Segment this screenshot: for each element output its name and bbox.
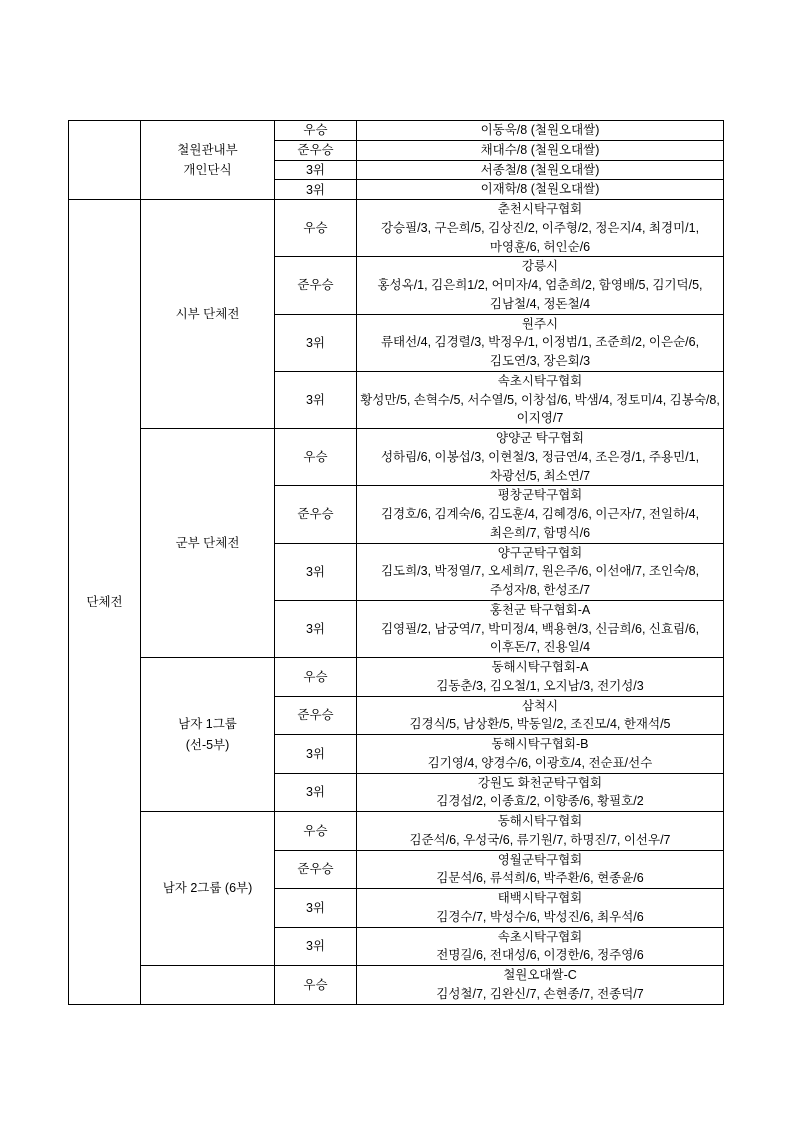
team-name: 홍천군 탁구협회-A — [489, 602, 591, 617]
team-name: 동해시탁구협회 — [497, 814, 583, 828]
team-members: 홍성옥/1, 김은희1/2, 어미자/4, 엄춘희/2, 함영배/5, 김기덕/5, 김남철/4, 정돈철/4 — [377, 278, 703, 311]
team-members: 김경수/7, 박성수/6, 박성진/6, 최우석/6 — [436, 909, 644, 924]
team-name: 영월군탁구협회 — [497, 852, 583, 867]
rank-cell: 3위 — [275, 773, 357, 812]
team-members: 이재학/8 (철원오대쌀) — [480, 182, 600, 197]
team-members: 김경호/6, 김계숙/6, 김도훈/4, 김혜경/6, 이근자/7, 전일하/4, 최은희/7, 함명식/6 — [380, 507, 700, 540]
team-members: 강승필/3, 구은희/5, 김상진/2, 이주형/2, 정은지/4, 최경미/1, 마영훈/6, 허인순/6 — [380, 220, 700, 254]
rank-cell: 3위 — [275, 543, 357, 600]
rank-cell: 우승 — [275, 121, 357, 141]
table-row — [69, 658, 724, 697]
event-cell — [141, 658, 275, 812]
team-name: 삼척시 — [521, 698, 559, 713]
rank-cell: 3위 — [275, 371, 357, 428]
rank-cell: 우승 — [275, 966, 357, 1005]
event-label-line1: 철원관내부 — [177, 142, 238, 157]
team-members: 김준석/6, 우성국/6, 류기원/7, 하명진/7, 이선우/7 — [409, 832, 671, 847]
rank-cell: 준우승 — [275, 696, 357, 735]
team-cell — [357, 160, 724, 180]
team-cell — [357, 696, 724, 735]
team-name: 평창군탁구협회 — [497, 488, 583, 503]
team-name: 원주시 — [521, 316, 559, 331]
team-name: 양양군 탁구협회 — [496, 431, 584, 445]
team-cell — [357, 257, 724, 314]
rank-cell: 3위 — [275, 735, 357, 774]
table-row — [69, 200, 724, 257]
team-cell — [357, 429, 724, 486]
rank-cell: 우승 — [275, 429, 357, 486]
team-cell — [357, 140, 724, 160]
event-label-line2: (선-5부) — [185, 737, 230, 752]
table-row — [69, 121, 724, 141]
team-name: 철원오대쌀-C — [503, 968, 577, 982]
team-members: 김도희/3, 박정열/7, 오세희/7, 원은주/6, 이선애/7, 조인숙/8, 주성자/8, 한성조/7 — [380, 564, 700, 597]
event-label-line1: 남자 2그룹 (6부) — [162, 881, 253, 896]
team-name: 춘천시탁구협회 — [497, 202, 583, 216]
group-cell: 단체전 — [69, 200, 141, 1005]
team-cell — [357, 966, 724, 1005]
team-members: 전명길/6, 전대성/6, 이경한/6, 정주영/6 — [436, 948, 644, 963]
rank-cell: 우승 — [275, 658, 357, 697]
event-cell — [141, 812, 275, 966]
team-members: 김영필/2, 남궁역/7, 박미정/4, 백용현/3, 신금희/6, 신효림/6, 이후돈/7, 진용일/4 — [380, 621, 700, 655]
team-name: 속초시탁구협회 — [497, 929, 583, 944]
team-cell — [357, 121, 724, 141]
table-row — [69, 966, 724, 1005]
rank-cell: 준우승 — [275, 257, 357, 314]
event-label-line1: 시부 단체전 — [175, 306, 240, 321]
event-cell-empty — [141, 966, 275, 1005]
rank-cell: 준우승 — [275, 486, 357, 543]
group-cell-empty — [69, 121, 141, 200]
team-cell — [357, 314, 724, 371]
rank-cell: 3위 — [275, 600, 357, 657]
team-cell — [357, 600, 724, 657]
team-members: 김문석/6, 류석희/6, 박주환/6, 현종윤/6 — [436, 871, 644, 886]
rank-cell: 3위 — [275, 927, 357, 966]
rank-cell: 준우승 — [275, 140, 357, 160]
team-cell — [357, 486, 724, 543]
team-name: 양구군탁구협회 — [497, 545, 583, 560]
results-table — [68, 120, 724, 1005]
rank-cell: 준우승 — [275, 850, 357, 889]
team-members: 김성철/7, 김완신/7, 손현종/7, 전종덕/7 — [436, 986, 644, 1001]
team-members: 서종철/8 (철원오대쌀) — [480, 162, 600, 177]
team-cell — [357, 850, 724, 889]
team-cell — [357, 812, 724, 851]
rank-cell: 3위 — [275, 314, 357, 371]
team-cell — [357, 543, 724, 600]
team-cell — [357, 889, 724, 928]
event-label-line1: 군부 단체전 — [175, 535, 240, 550]
team-cell — [357, 180, 724, 200]
team-name: 동해시탁구협회-B — [491, 737, 589, 751]
event-cell — [141, 429, 275, 658]
team-cell — [357, 200, 724, 257]
event-label-line2: 개인단식 — [183, 163, 232, 177]
team-members: 황성만/5, 손혁수/5, 서수열/5, 이창섭/6, 박샘/4, 정토미/4, 김봉숙/8, 이지영/7 — [360, 392, 720, 426]
team-members: 성하림/6, 이봉섭/3, 이현철/3, 정금연/4, 조은경/1, 주용민/1, 차광선/5, 최소연/7 — [380, 449, 700, 483]
team-members: 김기영/4, 양경수/6, 이광호/4, 전순표/선수 — [427, 755, 653, 770]
team-cell — [357, 371, 724, 428]
rank-cell: 3위 — [275, 180, 357, 200]
table-row — [69, 812, 724, 851]
team-name: 동해시탁구협회-A — [491, 660, 589, 674]
team-members: 김경식/5, 남상환/5, 박동일/2, 조진모/4, 한재석/5 — [409, 717, 671, 732]
team-members: 김동춘/3, 김오철/1, 오지남/3, 전기성/3 — [436, 678, 644, 693]
rank-cell: 우승 — [275, 200, 357, 257]
team-members: 김경섭/2, 이종효/2, 이향종/6, 황필호/2 — [436, 794, 644, 809]
event-cell — [141, 121, 275, 200]
team-members: 류태선/4, 김경렬/3, 박정우/1, 이정범/1, 조준희/2, 이은순/6, 김도연/3, 장은회/3 — [380, 335, 700, 368]
team-name: 강릉시 — [521, 259, 559, 274]
results-table-body — [69, 121, 724, 1005]
team-name: 강원도 화천군탁구협회 — [477, 775, 603, 790]
event-label-line1: 남자 1그룹 — [178, 717, 237, 732]
results-sheet — [68, 120, 723, 1005]
rank-cell: 3위 — [275, 160, 357, 180]
team-cell — [357, 773, 724, 812]
rank-cell: 우승 — [275, 812, 357, 851]
table-row — [69, 429, 724, 486]
team-name: 속초시탁구협회 — [497, 373, 583, 388]
team-cell — [357, 658, 724, 697]
team-cell — [357, 927, 724, 966]
team-members: 채대수/8 (철원오대쌀) — [480, 142, 600, 157]
team-name: 태백시탁구협회 — [497, 891, 583, 905]
team-members: 이동욱/8 (철원오대쌀) — [480, 123, 600, 137]
team-cell — [357, 735, 724, 774]
event-cell — [141, 200, 275, 429]
rank-cell: 3위 — [275, 889, 357, 928]
